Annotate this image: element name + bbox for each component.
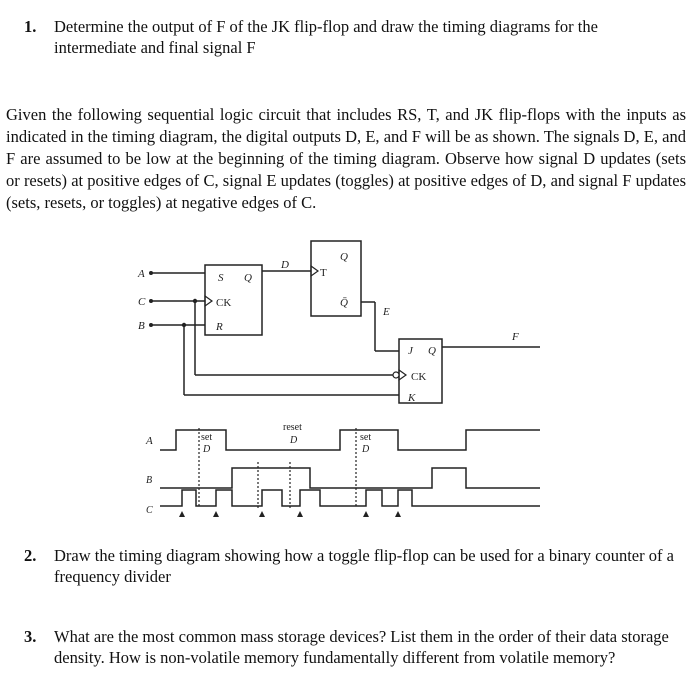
- svg-text:reset: reset: [283, 422, 302, 433]
- signal-d-label: D: [281, 259, 289, 271]
- svg-text:Q̄: Q̄: [340, 297, 348, 309]
- question-1-number: 1.: [24, 17, 37, 36]
- svg-text:set: set: [360, 432, 372, 443]
- svg-text:A: A: [146, 435, 153, 447]
- svg-text:CK: CK: [411, 371, 427, 383]
- svg-text:T: T: [320, 267, 327, 279]
- svg-text:D: D: [203, 444, 211, 455]
- svg-text:Q: Q: [244, 272, 252, 284]
- question-1-text: Determine the output of F of the JK flip-flop and draw the timing diagrams for the intermediate and final signal F: [54, 17, 598, 57]
- svg-text:K: K: [408, 392, 416, 404]
- svg-text:Q: Q: [340, 251, 348, 263]
- signal-e-label: E: [383, 306, 390, 318]
- svg-text:set: set: [201, 432, 213, 443]
- question-2-number: 2.: [24, 546, 37, 565]
- input-c-label: C: [138, 296, 146, 308]
- signal-f-label: F: [512, 331, 519, 343]
- svg-text:R: R: [216, 321, 223, 333]
- waveform-a: [160, 430, 540, 450]
- timing-diagram: [160, 430, 540, 506]
- input-a-label: A: [138, 268, 145, 280]
- question-3-text: What are the most common mass storage devices? List them in the order of their data storage density. How is non-volatile memory fundamentally different from volatile memory?: [54, 627, 669, 667]
- problem-description: Given the following sequential logic circuit that includes RS, T, and JK flip-flops with the inputs as indicated in the timing diagram, the digital outputs D, E, and F will be as shown. The signals D, E, and F are assumed to be low at the beginning of the timing diagram. Observe how signal D updates (sets or resets) at positive edges of C, signal E updates (toggles) at positive edges of D, and signal F updates (sets, resets, or toggles) at negative edges of C.: [6, 105, 686, 212]
- question-2: [24, 545, 696, 587]
- svg-text:D: D: [290, 435, 298, 446]
- t-flip-flop: [311, 241, 361, 316]
- svg-text:C: C: [146, 505, 153, 516]
- svg-text:J: J: [408, 345, 413, 357]
- svg-text:CK: CK: [216, 297, 232, 309]
- question-2-text: Draw the timing diagram showing how a toggle flip-flop can be used for a binary counter of a frequency divider: [54, 546, 674, 586]
- input-b-label: B: [138, 320, 145, 332]
- svg-text:S: S: [218, 272, 224, 284]
- svg-text:D: D: [362, 444, 370, 455]
- waveform-b: [160, 468, 540, 488]
- svg-text:Q: Q: [428, 345, 436, 357]
- question-3: [24, 626, 684, 668]
- svg-text:B: B: [146, 475, 153, 486]
- question-3-number: 3.: [24, 627, 37, 646]
- rs-flip-flop: [205, 265, 262, 335]
- waveform-c: [160, 490, 540, 506]
